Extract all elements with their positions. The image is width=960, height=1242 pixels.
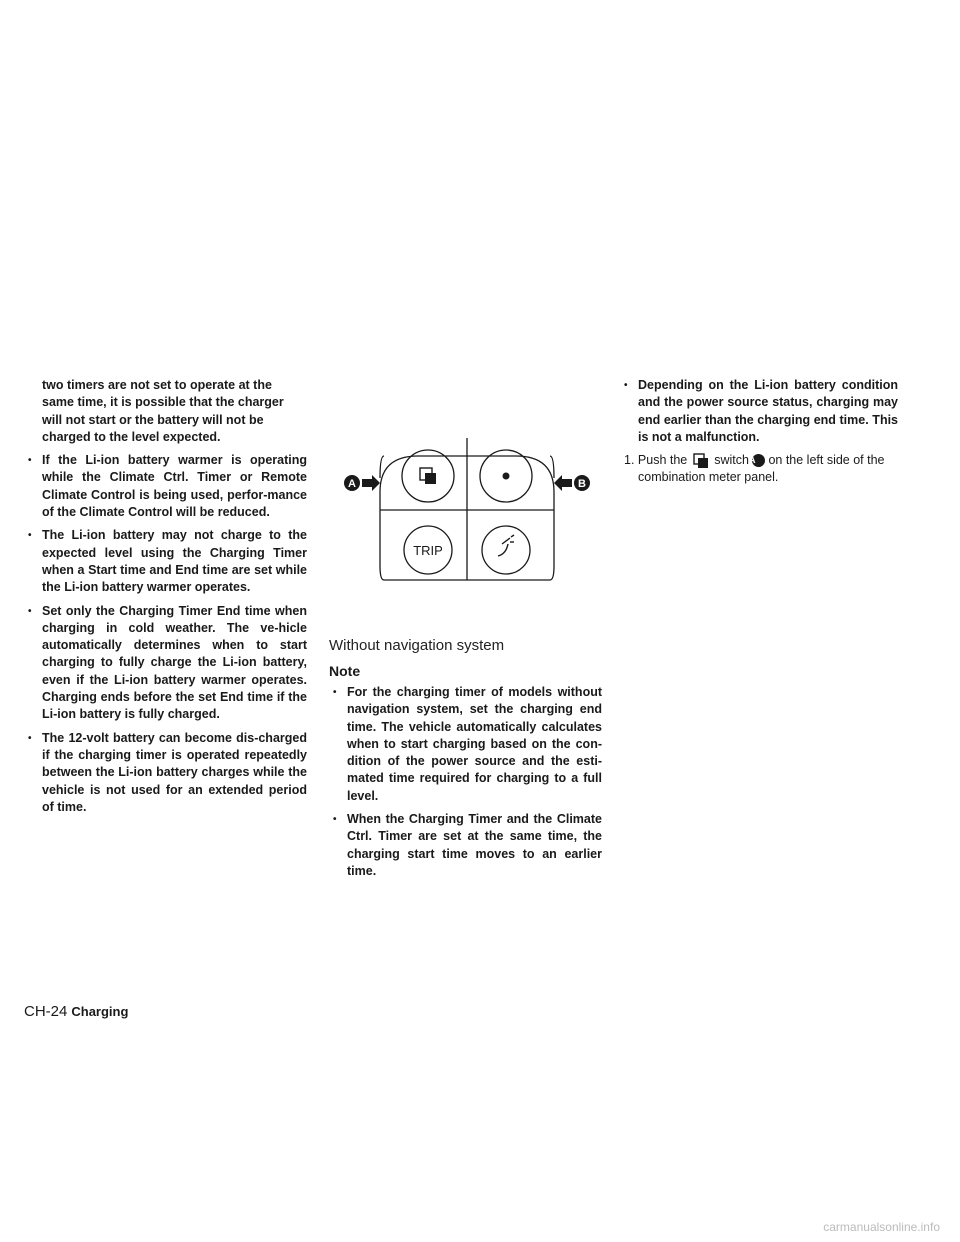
svg-text:B: B [578,478,586,490]
step-text-switch: switch [714,453,749,468]
step-1 [620,452,898,487]
dot-icon [503,473,510,480]
page-footer [24,1003,128,1020]
bullet-12v-battery: • The 12-volt battery can become dis-charged if the charging timer is operated repeatedly between the Li-ion battery charges while the vehicle is not used for an extended period of time. [24,730,307,816]
column-middle [329,684,602,880]
column-right [620,377,898,487]
callout-a-marker: A [752,454,765,467]
display-switch-icon [693,453,709,469]
watermark: carmanualsonline.info [823,1220,940,1234]
bullet-charging-end-early: • Depending on the Li-ion battery condition and the power source status, charging may end earlier than the charging end time. This is not a malfunction. [620,377,898,446]
page-number: CH-24 [24,1003,68,1020]
trip-button-label: TRIP [413,543,443,558]
display-switch-icon [420,468,436,484]
callout-b-marker [554,475,590,491]
meter-switch-diagram [340,438,594,590]
step-number: 1. [624,453,635,468]
step-text-before: Push the [637,453,688,468]
bullet-climate-timer: • When the Charging Timer and the Climate Ctrl. Timer are set at the same time, the charging start time moves to an earlier time. [329,811,602,880]
illumination-icon [498,535,514,556]
intro-line-3: will not start or the battery will not be [42,412,264,427]
svg-text:A: A [348,478,356,490]
section-name: Charging [71,1004,129,1019]
intro-line-4: charged to the level expected. [42,429,221,444]
bullet-battery-warmer: • If the Li-ion battery warmer is operating while the Climate Ctrl. Timer or Remote Climate Control is being used, perfor-mance of the Climate Control will be reduced. [24,452,307,521]
bullet-without-nav: • For the charging timer of models without navigation system, set the charging end time. The vehicle automatically calculates when to start charging based on the con-dition of the power source and the esti-mated time required for charging to a full level. [329,684,602,805]
column-left [24,377,307,816]
intro-line-2: same time, it is possible that the charger [42,395,284,410]
note-title: Note [329,663,361,679]
intro-line-1: two timers are not set to operate at the [42,378,272,392]
step-text-after: on the left side of the combination meter panel. [638,453,885,485]
bullet-charge-level: • The Li-ion battery may not charge to the expected level using the Charging Timer when a Start time and End time are set while the Li-ion battery warmer operates. [24,527,307,596]
section-title: Without navigation system [329,637,505,654]
callout-a-marker [344,475,380,491]
bullet-end-time: • Set only the Charging Timer End time when charging in cold weather. The ve-hicle automatically determines when to start charging to fully charge the Li-ion battery, even if the Li-ion battery warmer operates. Charging ends before the set End time if the Li-ion battery is fully charged. [24,603,307,724]
